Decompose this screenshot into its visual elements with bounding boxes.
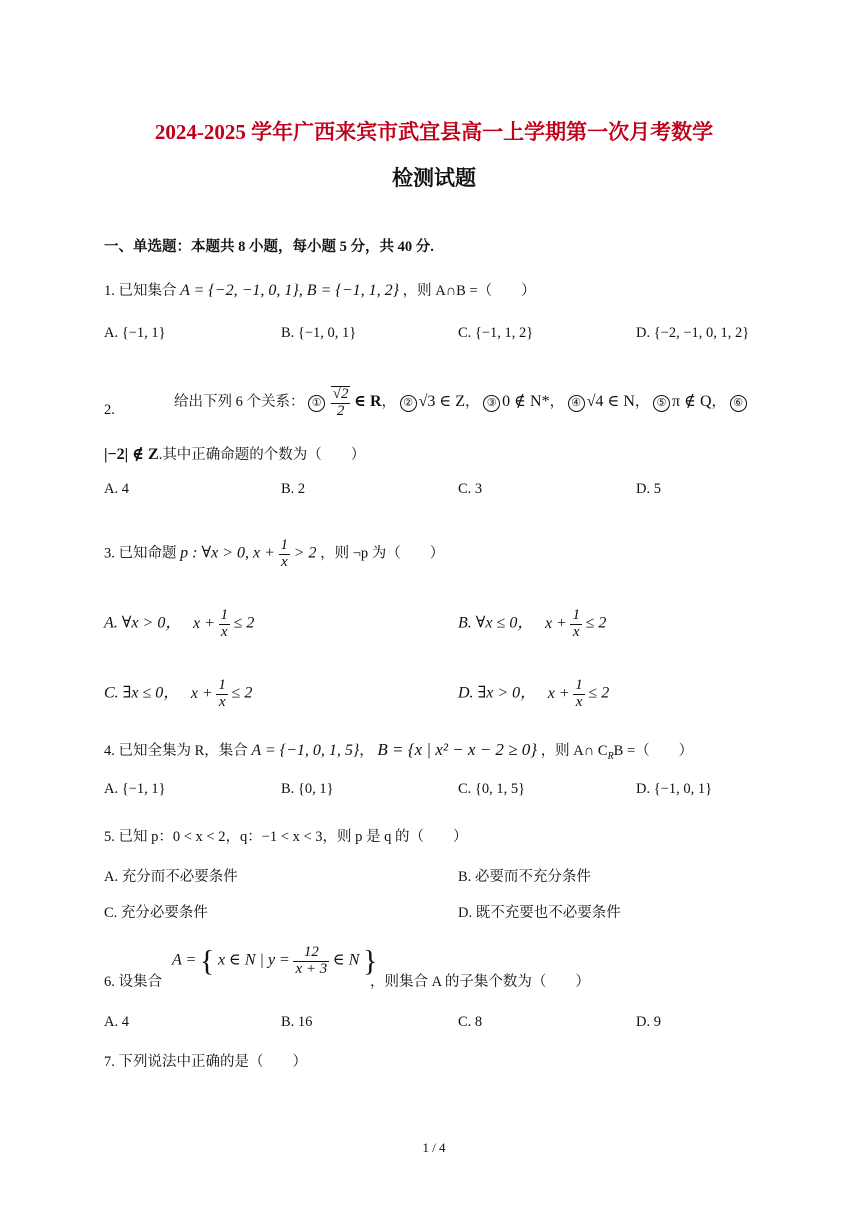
option-label: A. ∀x > 0， (104, 614, 182, 632)
section-heading: 一、单选题：本题共 8 小题，每小题 5 分，共 40 分. (104, 239, 434, 255)
option-rhs: ≤ 2 (585, 614, 607, 632)
q4-number: 4. 已知全集为 R，集合 (104, 743, 248, 759)
q6-option-a: A. 4 (104, 1014, 129, 1030)
fraction-numerator: 1 (220, 607, 228, 623)
fraction-denominator: x (220, 623, 228, 640)
q1-number: 1. 已知集合 (104, 283, 177, 299)
option-label: B. ∀x ≤ 0， (458, 614, 534, 632)
q4-tail2: B =（ ） (613, 743, 694, 759)
q6-inner: x ∈ N | y = (217, 951, 290, 969)
circled-2: ② (400, 395, 417, 412)
q1-option-a: A. {−1, 1} (104, 325, 166, 341)
q3-option-d: D. ∃x > 0， x + $\frac{1}{x}$ ≤ 2 (458, 677, 610, 710)
fraction-numerator: √2 (332, 386, 349, 402)
q2-r6: |−2| ∉ Z (104, 446, 159, 463)
q2-lead: 给出下列 6 个关系： (174, 394, 305, 411)
fraction-numerator: 1 (572, 607, 580, 623)
q3-fraction (279, 538, 291, 571)
option-fraction (219, 608, 231, 641)
q2-option-b: B. 2 (281, 481, 306, 497)
option-rhs: ≤ 2 (233, 614, 255, 632)
option-label: D. ∃x > 0， (458, 684, 537, 702)
option-fraction (573, 678, 585, 711)
q1-tail: ，则 A∩B =（ ） (402, 283, 536, 299)
fraction-denominator: x (572, 623, 580, 640)
q4-stem: 4. 已知全集为 R，集合 A = {−1, 0, 1, 5}， B = {x | x² − x − 2 ≥ 0} ，则 A∩ $C_RB$ =（ ） (104, 740, 694, 762)
fraction-denominator: x (218, 693, 226, 710)
q5-option-b: B. 必要而不充分条件 (458, 869, 591, 885)
page-number: 1 / 4 (422, 1140, 446, 1155)
q6-expression (172, 945, 377, 978)
q4-option-d: D. {−1, 0, 1} (636, 781, 713, 797)
circled-1: ① (308, 395, 325, 412)
q4-option-c: C. {0, 1, 5} (458, 781, 526, 797)
q1-option-b: B. {−1, 0, 1} (281, 325, 357, 341)
left-brace: { (199, 944, 215, 978)
document-subtitle: 检测试题 (392, 166, 476, 190)
q6-option-b: B. 16 (281, 1014, 313, 1030)
fraction-denominator: x (575, 693, 583, 710)
q5-stem: 5. 已知 p：0 < x < 2，q：−1 < x < 3，则 p 是 q 的（ ） (104, 829, 468, 845)
option-rhs: ≤ 2 (231, 684, 253, 702)
circled-3: ③ (483, 395, 500, 412)
q6-lhs: A = (172, 951, 197, 969)
q6-tail: ，则集合 A 的子集个数为（ ） (370, 974, 590, 990)
q2-option-a: A. 4 (104, 481, 129, 497)
fraction-numerator: 1 (280, 537, 289, 553)
fraction-denominator: x (280, 553, 288, 570)
q6-number: 6. 设集合 (104, 974, 162, 990)
circled-5: ⑤ (653, 395, 670, 412)
q2-tail: .其中正确命题的个数为（ ） (158, 447, 366, 463)
q2-r1-tail: ∈ R (354, 393, 382, 411)
fraction-numerator: 1 (575, 677, 583, 693)
q4-tail: ，则 A∩ C (540, 743, 608, 759)
q2-continuation (104, 447, 365, 463)
q2-number: 2. (104, 402, 115, 418)
q6-option-d: D. 9 (636, 1014, 661, 1030)
option-fraction (216, 678, 228, 711)
q3-option-b: B. ∀x ≤ 0， x + $\frac{1}{x}$ ≤ 2 (458, 607, 607, 640)
q5-option-a: A. 充分而不必要条件 (104, 869, 238, 885)
fraction-denominator: x + 3 (295, 960, 328, 977)
q4-option-b: B. {0, 1} (281, 781, 334, 797)
q2-r3: 0 ∉ N* (502, 393, 550, 411)
q2-stem: 给出下列 6 个关系： ① $\frac{√2}{2}$ ∈ R， ② √3 ∈ Z， ③ 0 ∉ N*， ④ √4 ∈ N， ⑤ π ∉ Q， ⑥ (174, 386, 749, 420)
q4-set-a: A = {−1, 0, 1, 5} (251, 742, 360, 759)
q3-option-a: A. ∀x > 0， x + $\frac{1}{x}$ ≤ 2 (104, 607, 255, 640)
q2-r4: √4 ∈ N (586, 393, 635, 411)
q3-number: 3. 已知命题 (104, 545, 177, 562)
q1-expression: A = {−2, −1, 0, 1}, B = {−1, 1, 2} (180, 282, 399, 299)
q5-option-c: C. 充分必要条件 (104, 905, 208, 921)
q1-option-c: C. {−1, 1, 2} (458, 325, 534, 341)
q3-expression: p : ∀x > 0, x + (180, 544, 275, 562)
option-fraction (570, 608, 582, 641)
q3-option-c: C. ∃x ≤ 0， x + $\frac{1}{x}$ ≤ 2 (104, 677, 253, 710)
q5-option-d: D. 既不充要也不必要条件 (458, 905, 621, 921)
q1-option-d: D. {−2, −1, 0, 1, 2} (636, 325, 750, 341)
q7-stem: 7. 下列说法中正确的是（ ） (104, 1054, 307, 1070)
document-title: 2024-2025 学年广西来宾市武宜县高一上学期第一次月考数学 (154, 120, 714, 144)
q3-tail: ，则 ¬p 为（ ） (320, 545, 445, 562)
circled-6: ⑥ (730, 395, 747, 412)
fraction-numerator: 12 (293, 945, 329, 962)
q3-stem (104, 538, 444, 571)
q2-r5: π ∉ Q (672, 393, 712, 411)
option-rhs: ≤ 2 (588, 684, 610, 702)
q2-r2: √3 ∈ Z (418, 393, 466, 411)
q2-option-d: D. 5 (636, 481, 661, 497)
q4-set-b: B = {x | x² − x − 2 ≥ 0} (377, 740, 538, 759)
right-brace: } (363, 944, 378, 978)
q6-fraction (293, 945, 329, 978)
fraction-numerator: 1 (218, 677, 226, 693)
q2-fraction-sqrt2-over-2 (331, 386, 351, 420)
q4-option-a: A. {−1, 1} (104, 781, 166, 797)
fraction-denominator: 2 (336, 402, 345, 419)
circled-4: ④ (568, 395, 585, 412)
q1-stem (104, 283, 536, 299)
q3-expression-tail: > 2 (293, 544, 317, 562)
q6-expression-tail: ∈ N (332, 951, 360, 969)
q2-option-c: C. 3 (458, 481, 483, 497)
option-label: C. ∃x ≤ 0， (104, 684, 180, 702)
q6-option-c: C. 8 (458, 1014, 483, 1030)
